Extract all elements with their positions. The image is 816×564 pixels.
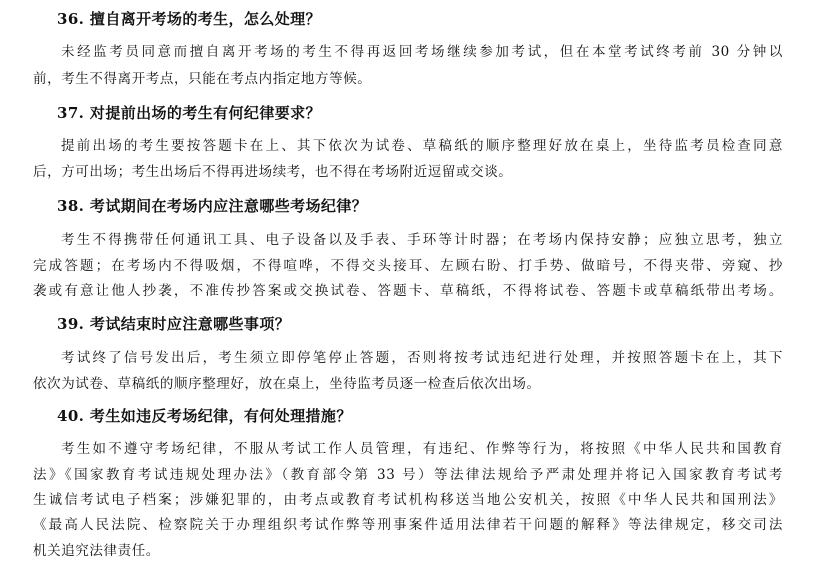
answer-line: 未经监考员同意而擅自离开考场的考生不得再返回考场继续参加考试，但在本堂考试终考前 30 分钟以 xyxy=(61,44,783,60)
question-heading-36: 36. 擅自离开考场的考生，怎么处理？ xyxy=(57,10,321,28)
answer-line: 依次为试卷、草稿纸的顺序整理好，放在桌上，坐待监考员逐一检查后依次出场。 xyxy=(33,376,541,392)
answer-line: 考生如不遵守考场纪律，不服从考试工作人员管理，有违纪、作弊等行为，将按照《中华人民共和国教育 xyxy=(61,441,783,457)
question-heading-38: 38. 考试期间在考场内应注意哪些考场纪律？ xyxy=(57,197,368,215)
answer-line: 袭或有意让他人抄袭，不准传抄答案或交换试卷、答题卡、草稿纸，不得将试卷、答题卡或草稿纸带出考场。 xyxy=(33,283,783,299)
answer-line: 前，考生不得离开考点，只能在考点内指定地方等候。 xyxy=(33,71,372,87)
answer-line: 机关追究法律责任。 xyxy=(33,543,160,559)
answer-line: 生诚信考试电子档案；涉嫌犯罪的，由考点或教育考试机构移送当地公安机关，按照《中华人民共和国刑法》 xyxy=(33,492,783,508)
answer-line: 考生不得携带任何通讯工具、电子设备以及手表、手环等计时器；在考场内保持安静；应独立思考，独立 xyxy=(61,232,783,248)
question-heading-39: 39. 考试结束时应注意哪些事项？ xyxy=(57,315,291,333)
answer-line: 《最高人民法院、检察院关于办理组织考试作弊等刑事案件适用法律若干问题的解释》等法律规定，移交司法 xyxy=(33,517,783,533)
answer-line: 完成答题；在考场内不得吸烟，不得喧哗，不得交头接耳、左顾右盼、打手势、做暗号，不得夹带、旁窥、抄 xyxy=(33,258,783,274)
question-heading-40: 40. 考生如违反考场纪律，有何处理措施？ xyxy=(57,407,352,425)
answer-line: 提前出场的考生要按答题卡在上、其下依次为试卷、草稿纸的顺序整理好放在桌上，坐待监考员检查同意 xyxy=(61,138,783,154)
answer-line: 考试终了信号发出后，考生须立即停笔停止答题，否则将按考试违纪进行处理，并按照答题卡在上，其下 xyxy=(61,350,783,366)
question-heading-37: 37. 对提前出场的考生有何纪律要求？ xyxy=(57,104,321,122)
answer-line: 法》《国家教育考试违规处理办法》（教育部令第 33 号）等法律法规给予严肃处理并将记入国家教育考试考 xyxy=(33,467,783,483)
answer-line: 后，方可出场；考生出场后不得再进场续考，也不得在考场附近逗留或交谈。 xyxy=(33,164,513,180)
